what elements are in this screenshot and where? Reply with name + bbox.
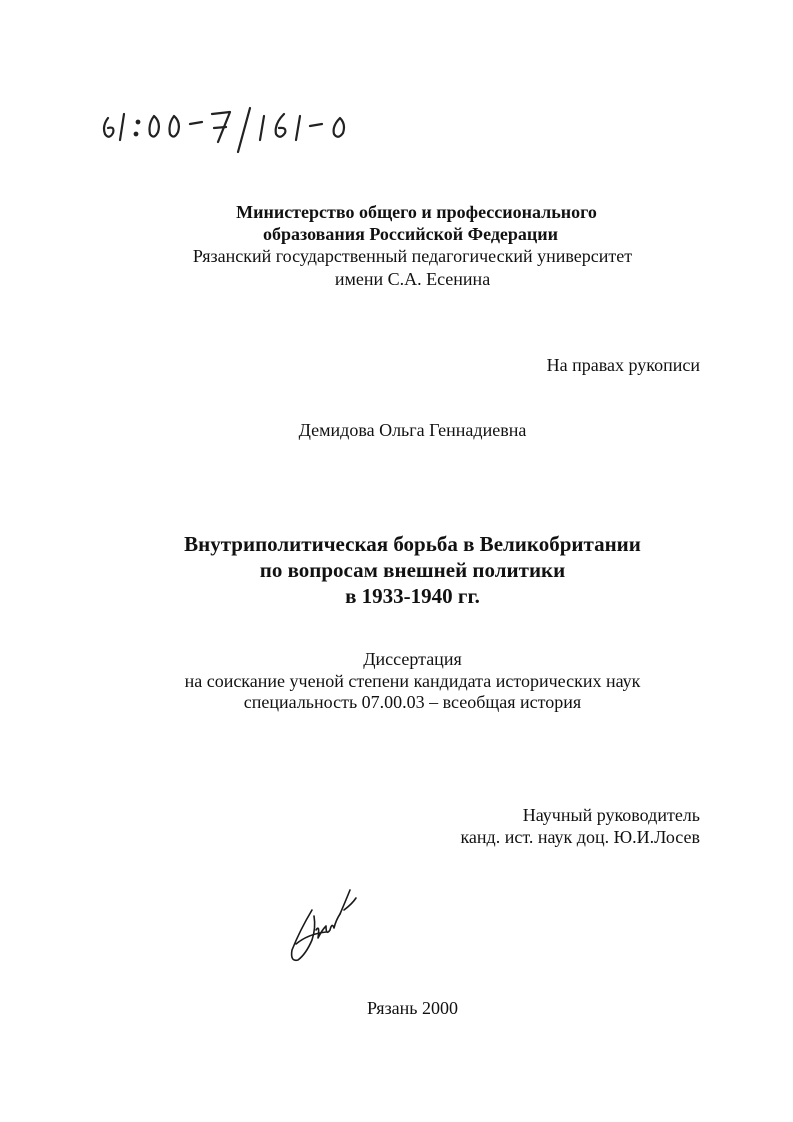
handwritten-archive-code bbox=[100, 100, 400, 160]
signature-image bbox=[282, 880, 362, 970]
specialty: специальность 07.00.03 – всеобщая история bbox=[243, 692, 582, 712]
title-line-3 bbox=[0, 583, 793, 609]
title-text-1: Внутриполитическая борьба в Великобритании bbox=[184, 532, 641, 556]
title-line-2 bbox=[0, 557, 793, 583]
city-year-text: Рязань 2000 bbox=[366, 998, 459, 1018]
university-name: Рязанский государственный педагогический университет bbox=[192, 246, 633, 266]
supervisor-role: Научный руководитель bbox=[522, 805, 700, 825]
dissertation-line-3 bbox=[0, 692, 793, 713]
university-line-1 bbox=[0, 245, 793, 267]
city-year bbox=[0, 998, 793, 1019]
title-text-2: по вопросам внешней политики bbox=[259, 558, 566, 582]
supervisor-name: канд. ист. наук доц. Ю.И.Лосев bbox=[460, 827, 700, 847]
dissertation-line-1 bbox=[0, 649, 793, 670]
dissertation-label: Диссертация bbox=[363, 649, 462, 669]
ministry-name-1: Министерство общего и профессионального bbox=[236, 202, 597, 222]
degree-sought: на соискание ученой степени кандидата исторических наук bbox=[184, 671, 641, 691]
title-line-1 bbox=[0, 531, 793, 557]
ministry-line-1 bbox=[0, 201, 793, 223]
author-name-text: Демидова Ольга Геннадиевна bbox=[298, 420, 527, 440]
title-text-3: в 1933-1940 гг. bbox=[345, 584, 480, 608]
university-line-2 bbox=[0, 268, 793, 290]
dissertation-line-2 bbox=[0, 671, 793, 692]
author-name bbox=[0, 420, 793, 441]
ministry-line-2 bbox=[0, 223, 793, 245]
ministry-name-2: образования Российской Федерации bbox=[262, 224, 559, 244]
university-named-after: имени С.А. Есенина bbox=[334, 269, 491, 289]
rights-note: На правах рукописи bbox=[546, 355, 700, 375]
